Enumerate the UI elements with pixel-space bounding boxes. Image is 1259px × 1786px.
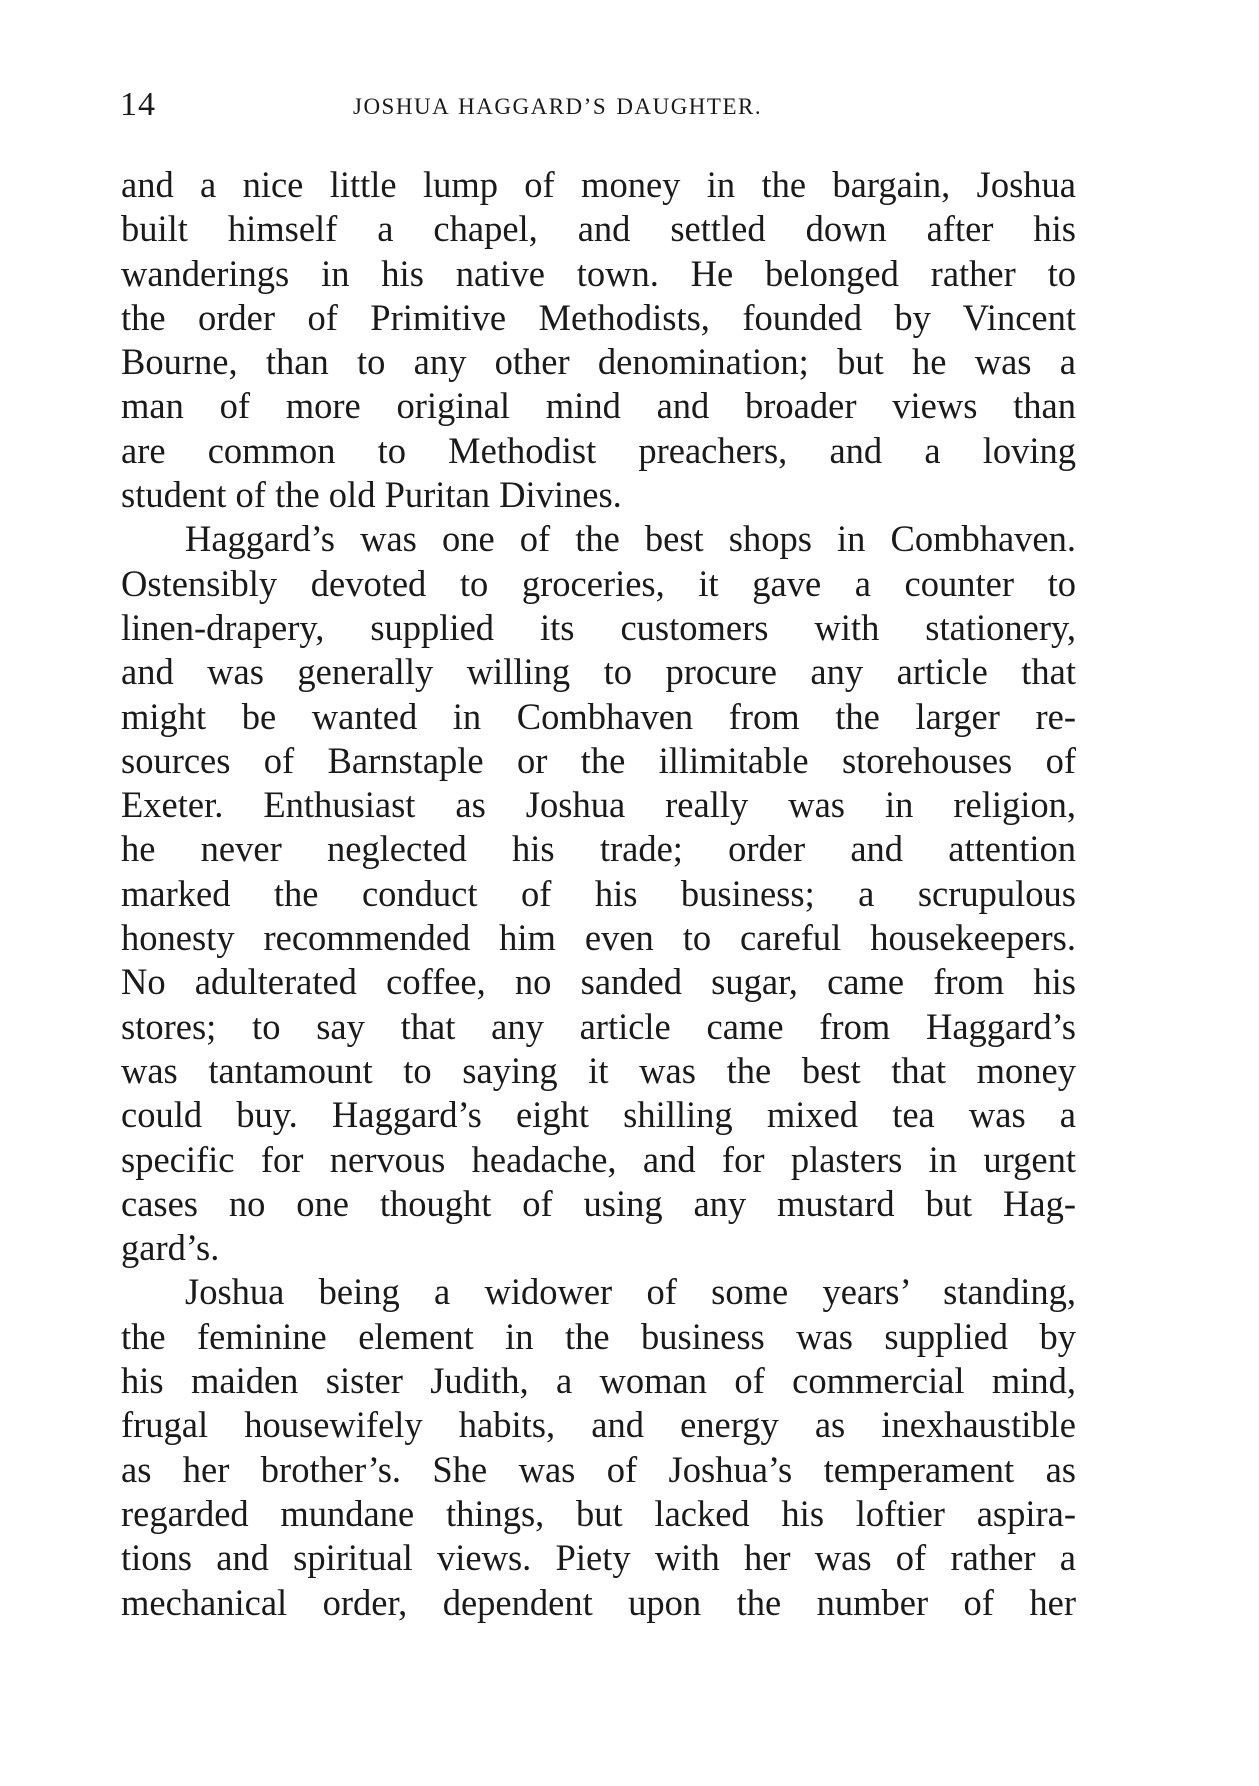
text-line: as her brother’s. She was of Joshua’s temperament as	[121, 1448, 1076, 1490]
page-header	[120, 86, 1080, 126]
text-line: and was generally willing to procure any article that	[121, 651, 1076, 693]
text-line: sources of Barnstaple or the illimitable storehouses of	[121, 739, 1076, 781]
text-line: and a nice little lump of money in the bargain, Joshua	[121, 164, 1076, 205]
text-line: Ostensibly devoted to groceries, it gave a counter to	[121, 562, 1076, 604]
text-line: marked the conduct of his business; a scrupulous	[121, 872, 1076, 914]
text-line: Exeter. Enthusiast as Joshua really was in religion,	[121, 784, 1076, 826]
text-line: was tantamount to saying it was the best that money	[121, 1049, 1076, 1091]
text-line: could buy. Haggard’s eight shilling mixed tea was a	[121, 1094, 1076, 1136]
paragraph	[121, 517, 1076, 1270]
paragraph	[121, 1270, 1076, 1624]
text-line: honesty recommended him even to careful housekeepers.	[121, 917, 1076, 959]
text-line: No adulterated coffee, no sanded sugar, came from his	[121, 961, 1076, 1003]
text-line: the feminine element in the business was supplied by	[121, 1315, 1076, 1357]
text-line: are common to Methodist preachers, and a loving	[121, 429, 1076, 471]
page-number: 14	[120, 86, 156, 123]
text-line: frugal housewifely habits, and energy as inexhaustible	[121, 1404, 1076, 1446]
text-line: linen-drapery, supplied its customers with stationery,	[121, 606, 1076, 648]
text-line: student of the old Puritan Divines.	[121, 474, 622, 516]
text-line: Haggard’s was one of the best shops in Combhaven.	[185, 518, 1076, 560]
text-line: gard’s.	[121, 1227, 220, 1269]
text-line: tions and spiritual views. Piety with her was of rather a	[121, 1537, 1076, 1579]
text-line: he never neglected his trade; order and attention	[121, 828, 1076, 870]
text-line: his maiden sister Judith, a woman of commercial mind,	[121, 1360, 1076, 1402]
text-line: the order of Primitive Methodists, founded by Vincent	[121, 296, 1076, 338]
running-title: JOSHUA HAGGARD’S DAUGHTER.	[353, 94, 763, 119]
body-text	[121, 163, 1076, 1625]
text-line: cases no one thought of using any mustard but Hag-	[121, 1182, 1076, 1224]
text-line: Bourne, than to any other denomination; but he was a	[121, 341, 1076, 383]
text-line: specific for nervous headache, and for plasters in urgent	[121, 1138, 1076, 1180]
text-line: Joshua being a widower of some years’ standing,	[185, 1271, 1076, 1313]
text-line: mechanical order, dependent upon the number of her	[121, 1581, 1076, 1623]
text-line: man of more original mind and broader views than	[121, 385, 1076, 427]
text-line: stores; to say that any article came from Haggard’s	[121, 1005, 1076, 1047]
text-line: might be wanted in Combhaven from the larger re-	[121, 695, 1076, 737]
text-line: built himself a chapel, and settled down after his	[121, 208, 1076, 250]
text-line: regarded mundane things, but lacked his loftier aspira-	[121, 1492, 1076, 1534]
paragraph	[121, 163, 1076, 517]
text-line: wanderings in his native town. He belonged rather to	[121, 252, 1076, 294]
